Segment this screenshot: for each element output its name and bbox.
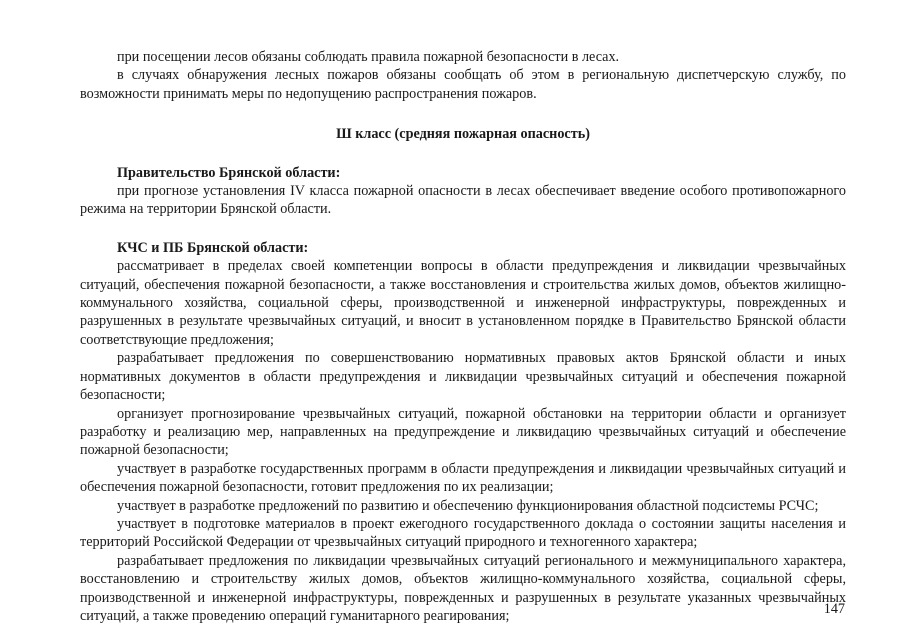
kchs-item: участвует в подготовке материалов в проект ежегодного государственного доклада о состоянии защиты населения и территорий Российской Федерации от чрезвычайных ситуаций природного и техногенного характера; [80,515,846,551]
kchs-item: разрабатывает предложения по совершенствованию нормативных правовых актов Брянской области и иных нормативных документов в области предупреждения и ликвидации чрезвычайных ситуаций и обеспечения пожарной безопасности; [80,350,846,404]
kchs-item: участвует в разработке государственных программ в области предупреждения и ликвидации чрезвычайных ситуаций и обеспечения пожарной безопасности, готовит предложения по их реализации; [80,460,846,496]
kchs-item: участвует в разработке предложений по развитию и обеспечению функционирования областной подсистемы РСЧС; [117,497,819,514]
kchs-item: рассматривает в пределах своей компетенции вопросы в области предупреждения и ликвидации чрезвычайных ситуаций, обеспечения пожарной безопасности, а также восстановления и строительства жилых домов, объектов жилищно-коммунального хозяйства, социальной сферы, производственной и инженерной инфраструктуры, поврежденных и разрушенных в результате чрезвычайных ситуаций, и вносит в установленном порядке в Правительство Брянской области соответствующие предложения; [80,258,846,348]
section-spacer [80,219,846,239]
class-heading: Ш класс (средняя пожарная опасность) [336,126,590,143]
kchs-item: разрабатывает предложения по ликвидации чрезвычайных ситуаций регионального и межмуниципального характера, восстановлению и строительству жилых домов, объектов жилищно-коммунального хозяйства, социальной сферы, производственной и инженерной инфраструктуры, поврежденных и разрушенных в результате указанных чрезвычайных ситуаций, а также проведению операций гуманитарного реагирования; [80,552,846,624]
government-section-title: Правительство Брянской области: [117,164,341,181]
document-page [80,48,846,625]
kchs-item: организует прогнозирование чрезвычайных ситуаций, пожарной обстановки на территории области и организует разработку и реализацию мер, направленных на предупреждение и ликвидацию чрезвычайных ситуаций и обеспечение пожарной безопасности; [80,405,846,459]
intro-paragraph-2: в случаях обнаружения лесных пожаров обязаны сообщать об этом в региональную диспетчерскую службу, по возможности принимать меры по недопущению распространения пожаров. [80,67,846,102]
kchs-section-title: КЧС и ПБ Брянской области: [117,239,309,256]
intro-paragraph-1: при посещении лесов обязаны соблюдать правила пожарной безопасности в лесах. [117,49,620,65]
government-section-text: при прогнозе установления IV класса пожарной опасности в лесах обеспечивает введение особого противопожарного режима на территории Брянской области. [80,183,846,218]
page-number: 147 [823,601,845,617]
